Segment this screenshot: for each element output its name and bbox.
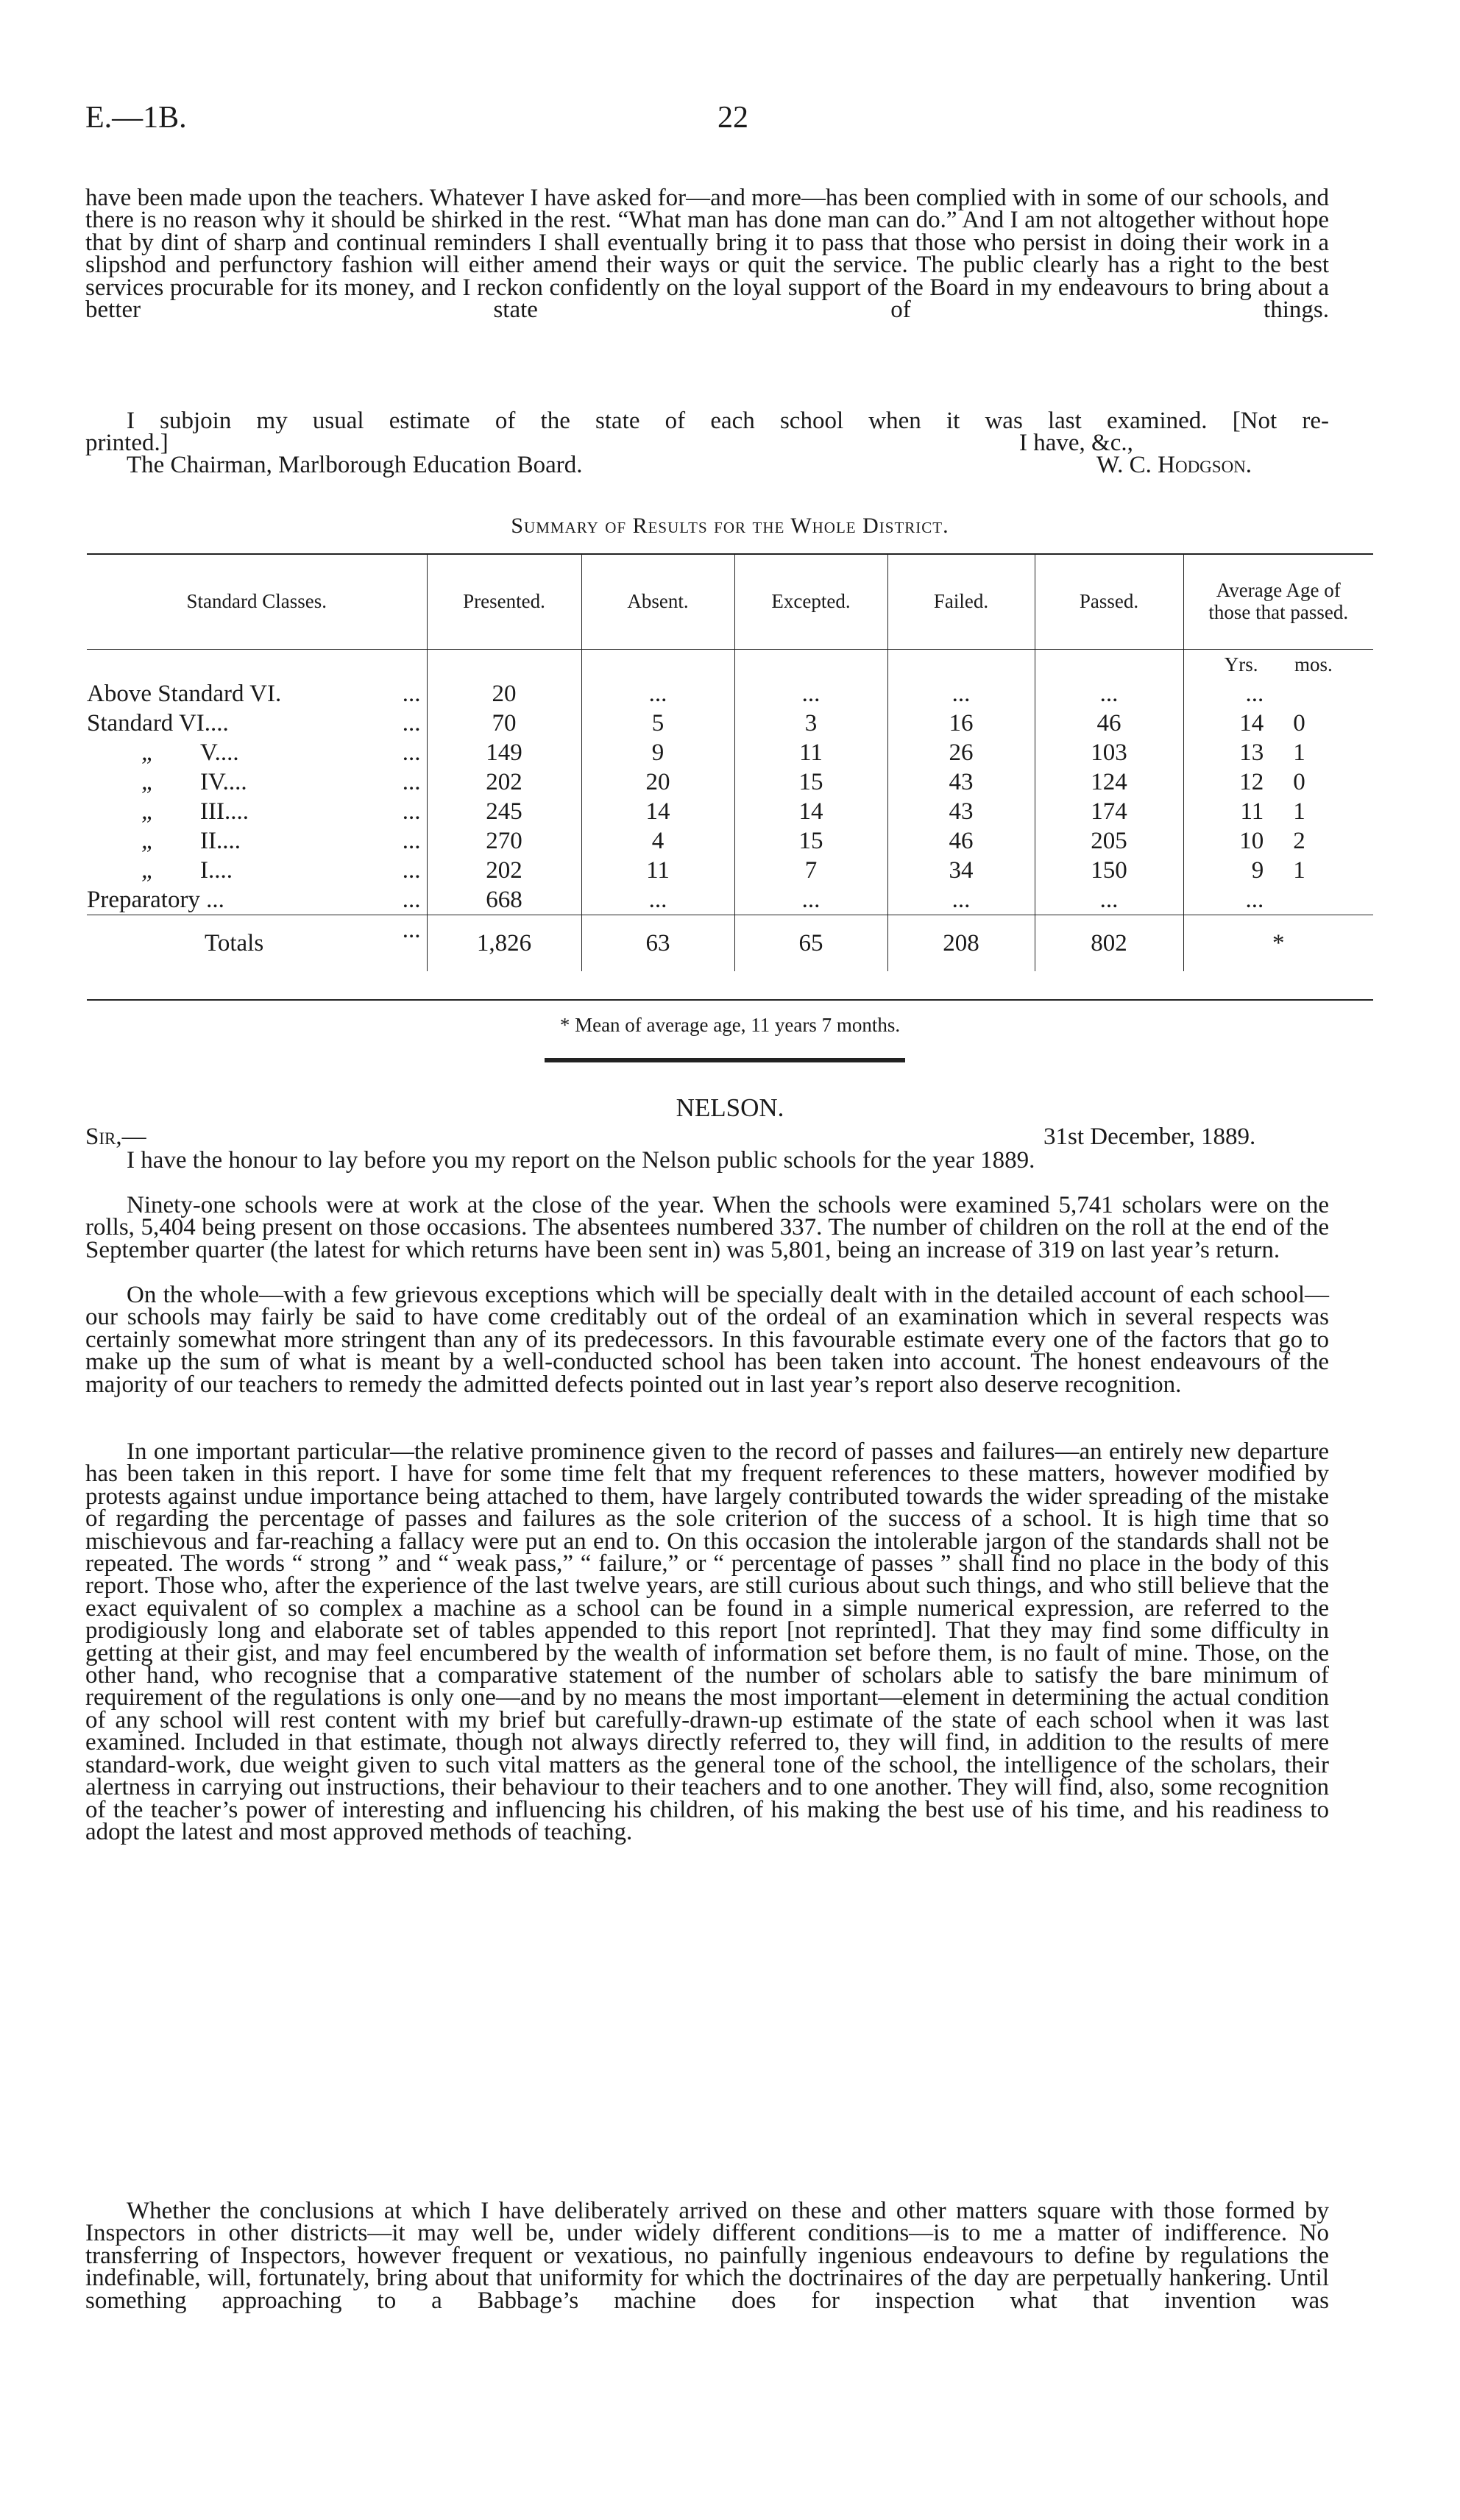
cell-average-age	[1183, 885, 1373, 915]
cell-presented: 202	[427, 856, 581, 885]
totals-row	[87, 915, 1373, 972]
cell-absent: 11	[581, 856, 734, 885]
row-leader: ...	[402, 769, 421, 795]
total-passed: 802	[1035, 915, 1183, 972]
age-years: ...	[1245, 681, 1264, 707]
cell-average-age	[1183, 709, 1373, 738]
cell-passed: ...	[1035, 885, 1183, 915]
cell-absent: 20	[581, 767, 734, 797]
cell-failed: 43	[887, 767, 1035, 797]
years-unit: Yrs.	[1224, 653, 1258, 675]
age-months: 1	[1293, 798, 1305, 825]
row-leader: ...	[402, 681, 421, 707]
cell-absent: ...	[581, 679, 734, 709]
cell-passed: 174	[1035, 797, 1183, 826]
row-leader: ...	[402, 887, 421, 913]
row-label-text: IV....	[200, 769, 247, 795]
paragraph-2: Ninety-one schools were at work at the close of the year. When the schools were examined 5,741 scholars were on the rolls, 5,404 being present on those occasions. The absentees numbered 337. The number of children on the roll at the end of the September quarter (the latest for which returns have been sent in) was 5,801, being an increase of 319 on last year’s return.	[85, 1192, 1329, 1263]
cell-excepted: 3	[734, 709, 887, 738]
age-months: 0	[1293, 710, 1305, 737]
total-presented: 1,826	[427, 915, 581, 972]
cell-average-age	[1183, 679, 1373, 709]
table-row	[87, 738, 1373, 767]
summary-table	[87, 553, 1373, 971]
table-header-row	[87, 553, 1373, 650]
row-label-text: Standard VI....	[87, 710, 229, 737]
row-leader: ...	[402, 798, 421, 825]
col-header-excepted: Excepted.	[734, 553, 887, 650]
cell-excepted: 15	[734, 767, 887, 797]
row-leader: ...	[402, 739, 421, 766]
closing-phrase: I have, &c.,	[1019, 430, 1133, 456]
report-date: 31st December, 1889.	[1043, 1124, 1256, 1150]
row-label-text: V....	[200, 739, 239, 766]
paragraph-4: In one important particular—the relative prominence given to the record of passes and failures—an entirely new departure has been taken in this report. I have for some time felt that my frequent references to these matters, however modified by protests against undue importance being attached to them, have largely contributed towards the wider spreading of the mistake of regarding the percentage of passes and failures as the sole criterion of the success of a school. It is high time that so mischievous and far-reaching a fallacy were put an end to. On this occasion the intolerable jargon of the standards shall not be repeated. The words “ strong ” and “ weak pass,” “ failure,” or “ percentage of passes ” shall find no place in the body of this report. Those who, after the experience of the last twelve years, are still curious about such things, and who still believe that the exact equivalent of so complex a machine as a school can be found in a simple numerical expression, are referred to the prodigiously long and elaborate set of tables appended to this report [not reprinted]. That they may find some difficulty in getting at their gist, and may feel encumbered by the wealth of information set before them, is no fault of mine. Those, on the other hand, who recognise that a comparative statement of the number of scholars able to satisfy the bare minimum of requirement of the regulations is only one—and by no means the most important—element in determining the actual condition of any school will rest content with my brief but carefully-drawn-up estimate of the state of each school when it was last examined. Included in that estimate, though not always directly referred to, they will find, in addition to the results of mere standard-work, due weight given to such vital matters as the general tone of the school, the intelligence of the scholars, their alertness in carrying out instructions, their behaviour to their teachers and to one another. They will find, also, some recognition of the teacher’s power of interesting and influencing his children, of his making the best use of his time, and his readiness to adopt the latest and most approved methods of teaching.	[85, 1438, 1329, 1845]
salutation: Sir,—	[85, 1124, 146, 1150]
cell-average-age	[1183, 826, 1373, 856]
cell-absent: 4	[581, 826, 734, 856]
subjoin-line: I subjoin my usual estimate of the state of each school when it was last examined. [Not re-	[127, 408, 1329, 434]
totals-label: Totals ...	[87, 915, 427, 972]
cell-failed: 26	[887, 738, 1035, 767]
row-label	[87, 826, 427, 856]
cell-excepted: ...	[734, 885, 887, 915]
table-footnote: * Mean of average age, 11 years 7 months.	[559, 1014, 901, 1036]
cell-passed: 46	[1035, 709, 1183, 738]
row-label	[87, 797, 427, 826]
page-number: 22	[717, 101, 748, 135]
cell-passed: ...	[1035, 679, 1183, 709]
total-excepted: 65	[734, 915, 887, 972]
table-row	[87, 826, 1373, 856]
row-label-text: I....	[200, 857, 233, 884]
table-row	[87, 856, 1373, 885]
cell-excepted: 14	[734, 797, 887, 826]
cell-failed: 34	[887, 856, 1035, 885]
cell-presented: 668	[427, 885, 581, 915]
row-label-text: Above Standard VI.	[87, 681, 282, 707]
paragraph-5: Whether the conclusions at which I have deliberately arrived on these and other matters square with those formed by Inspectors in other districts—it may well be, under widely different conditions—is to me a matter of indifference. No transferring of Inspectors, however frequent or vexatious, no painfully ingenious endeavours to define by regulations the indefinable, will, fortunately, bring about that uniformity for which the doctrinaires of the day are perpetually hankering. Until something approaching to a Babbage’s machine does for inspection what that invention was	[85, 2198, 1329, 2314]
table-row	[87, 679, 1373, 709]
cell-average-age	[1183, 797, 1373, 826]
cell-presented: 20	[427, 679, 581, 709]
age-years: ...	[1245, 887, 1264, 913]
age-months: 1	[1293, 739, 1305, 766]
cell-absent: 5	[581, 709, 734, 738]
row-label-text: Preparatory ...	[87, 887, 224, 913]
paragraph-3: On the whole—with a few grievous exceptions which will be specially dealt with in the detailed account of each school—our schools may fairly be said to have come creditably out of the ordeal of an examination which in several respects was certainly somewhat more stringent than any of its predecessors. In this favourable estimate every one of the factors that go to make up the sum of what is meant by a well-conducted school has been taken into account. The honest endeavours of the majority of our teachers to remedy the admitted defects pointed out in last year’s report also deserve recognition.	[85, 1282, 1329, 1398]
section-code: E.—1B.	[85, 101, 187, 135]
cell-passed: 124	[1035, 767, 1183, 797]
row-label	[87, 738, 427, 767]
col-header-average-age: Average Age of those that passed.	[1183, 553, 1373, 650]
table-row	[87, 797, 1373, 826]
age-months: 1	[1293, 857, 1305, 884]
age-years: 12	[1239, 769, 1264, 795]
col-header-failed: Failed.	[887, 553, 1035, 650]
table-row	[87, 709, 1373, 738]
row-label	[87, 709, 427, 738]
intro-paragraph: have been made upon the teachers. Whatever I have asked for—and more—has been complied with in some of our schools, and there is no reason why it should be shirked in the rest. “What man has done man can do.” And I am not altogether without hope that by dint of sharp and continual reminders I shall eventually bring it to pass that those who persist in doing their work in a slipshod and perfunctory fashion will either amend their ways or quit the service. The public clearly has a right to the best services procurable for its money, and I reckon confidently on the loyal support of the Board in my endeavours to bring about a better state of things.	[85, 185, 1329, 324]
paragraph-1: I have the honour to lay before you my report on the Nelson public schools for the year 1889.	[127, 1147, 1035, 1174]
cell-failed: 16	[887, 709, 1035, 738]
section-heading: NELSON.	[676, 1093, 784, 1122]
cell-failed: ...	[887, 885, 1035, 915]
cell-passed: 103	[1035, 738, 1183, 767]
total-average-age: *	[1183, 915, 1373, 972]
row-label-text: II....	[200, 828, 241, 854]
age-years: 14	[1239, 710, 1264, 737]
cell-presented: 202	[427, 767, 581, 797]
row-label	[87, 885, 427, 915]
cell-average-age	[1183, 856, 1373, 885]
ditto-mark: „	[141, 769, 155, 795]
ditto-mark: „	[141, 857, 155, 884]
col-header-passed: Passed.	[1035, 553, 1183, 650]
row-label-text: III....	[200, 798, 249, 825]
age-units-row	[87, 650, 1373, 680]
age-months: 2	[1293, 828, 1305, 854]
cell-average-age	[1183, 738, 1373, 767]
col-header-standard: Standard Classes.	[87, 553, 427, 650]
ditto-mark: „	[141, 798, 155, 825]
months-unit: mos.	[1294, 653, 1333, 675]
age-years: 11	[1240, 798, 1264, 825]
cell-presented: 149	[427, 738, 581, 767]
cell-failed: 46	[887, 826, 1035, 856]
age-units-cell	[1183, 650, 1373, 680]
section-divider	[545, 1058, 905, 1062]
ditto-mark: „	[141, 739, 155, 766]
table-row	[87, 767, 1373, 797]
table-bottom-rule	[87, 999, 1373, 1001]
row-label	[87, 856, 427, 885]
table-caption: Summary of Results for the Whole District.	[511, 514, 949, 538]
cell-presented: 245	[427, 797, 581, 826]
cell-passed: 205	[1035, 826, 1183, 856]
row-label	[87, 679, 427, 709]
cell-excepted: ...	[734, 679, 887, 709]
row-leader: ...	[402, 828, 421, 854]
total-failed: 208	[887, 915, 1035, 972]
cell-excepted: 11	[734, 738, 887, 767]
age-months: 0	[1293, 769, 1305, 795]
col-header-presented: Presented.	[427, 553, 581, 650]
row-leader: ...	[402, 857, 421, 884]
cell-presented: 70	[427, 709, 581, 738]
ditto-mark: „	[141, 828, 155, 854]
addressee-line: The Chairman, Marlborough Education Board.	[127, 452, 583, 478]
col-header-absent: Absent.	[581, 553, 734, 650]
total-absent: 63	[581, 915, 734, 972]
age-years: 13	[1239, 739, 1264, 766]
cell-failed: ...	[887, 679, 1035, 709]
cell-presented: 270	[427, 826, 581, 856]
age-years: 9	[1251, 857, 1264, 884]
signature: W. C. Hodgson.	[1096, 452, 1252, 478]
cell-absent: 9	[581, 738, 734, 767]
not-reprinted-note: printed.]	[85, 430, 169, 456]
cell-excepted: 15	[734, 826, 887, 856]
cell-passed: 150	[1035, 856, 1183, 885]
row-label	[87, 767, 427, 797]
cell-absent: 14	[581, 797, 734, 826]
cell-failed: 43	[887, 797, 1035, 826]
cell-excepted: 7	[734, 856, 887, 885]
table-row	[87, 885, 1373, 915]
cell-absent: ...	[581, 885, 734, 915]
age-years: 10	[1239, 828, 1264, 854]
row-leader: ...	[402, 710, 421, 737]
cell-average-age	[1183, 767, 1373, 797]
